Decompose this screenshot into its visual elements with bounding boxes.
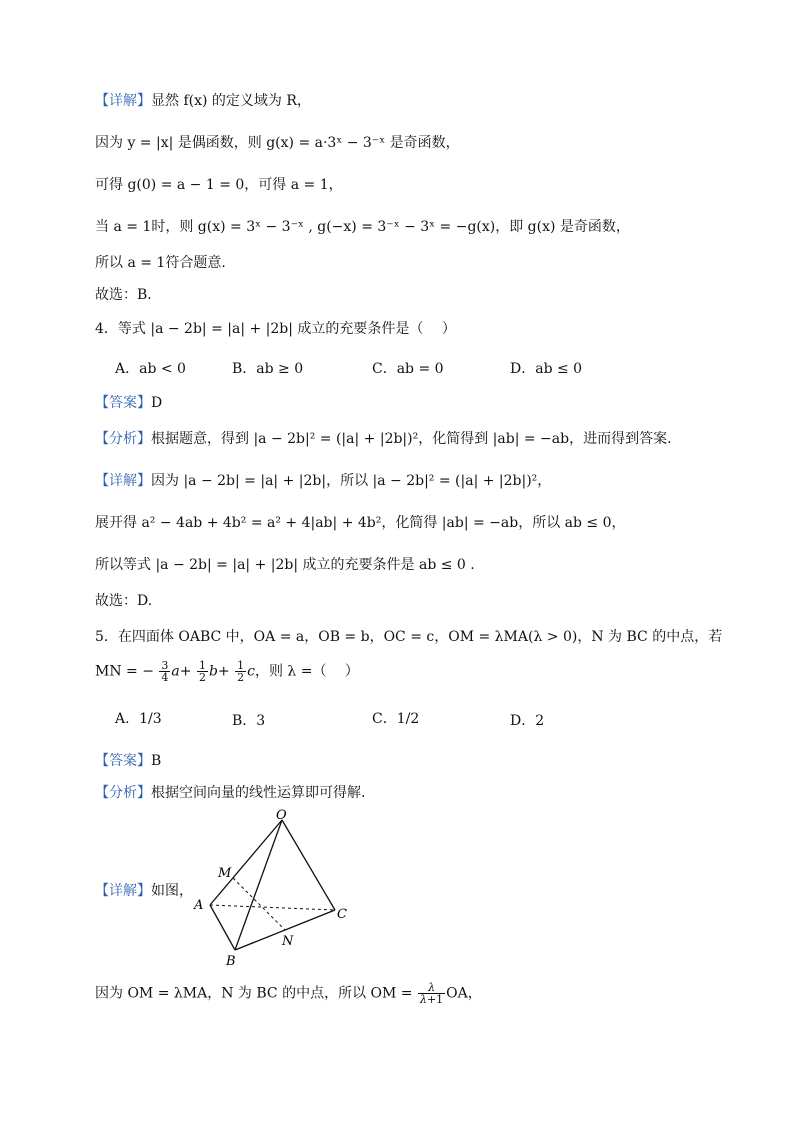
- label-C: C: [337, 907, 347, 922]
- q5-option-a: A．1/3: [115, 711, 162, 727]
- q4-option-a: A．ab < 0: [115, 361, 186, 377]
- fraction-1-2: $\frac{1}{2}$: [237, 659, 245, 684]
- label-M: M: [218, 866, 232, 881]
- answer-tag: 【答案】: [95, 395, 151, 411]
- q4-option-b: B．ab ≥ 0: [232, 361, 304, 377]
- q5-stem2-post: ，则 λ =（ ）: [254, 663, 359, 680]
- text-line: 可得 g(0) = a − 1 = 0，可得 a = 1，: [95, 177, 343, 193]
- detail-tag: 【详解】: [95, 93, 151, 109]
- q5-final-text: 因为 OM = λMA，N 为 BC 的中点，所以 OM =: [95, 985, 413, 1002]
- q4-answer: [95, 392, 162, 412]
- fraction-1-2: $\frac{1}{2}$: [198, 659, 206, 684]
- detail-tag: 【详解】: [95, 883, 151, 899]
- detail-text: 如图，: [151, 883, 193, 899]
- q4-option-d: D．ab ≤ 0: [510, 361, 583, 377]
- text-line: 当 a = 1时，则 g(x) = 3ˣ − 3⁻ˣ , g(−x) = 3⁻ˣ − 3ˣ = −g(x)，即 g(x) 是奇函数，: [95, 219, 630, 235]
- detail-line-1: [95, 90, 311, 110]
- answer-value: B: [151, 753, 162, 769]
- label-O: O: [276, 808, 287, 823]
- answer-tag: 【答案】: [95, 753, 151, 769]
- q5-final-line: [95, 982, 482, 1005]
- detail-tag: 【详解】: [95, 473, 151, 489]
- label-B: B: [226, 954, 236, 969]
- edge-OB: [235, 820, 282, 950]
- q5-option-b: B．3: [232, 713, 266, 729]
- edge-OA: [210, 820, 282, 905]
- fraction-3-4: $\frac{3}{4}$: [161, 659, 169, 684]
- analysis-text: 根据题意，得到 |a − 2b|² = (|a| + |2b|)²，化简得到 |ab| = −ab，进而得到答案.: [151, 431, 672, 447]
- q4-detail-3: 所以等式 |a − 2b| = |a| + |2b| 成立的充要条件是 ab ≤ 0 .: [95, 557, 475, 573]
- analysis-tag: 【分析】: [95, 431, 151, 447]
- q5-detail: [95, 880, 193, 900]
- analysis-text: 根据空间向量的线性运算即可得解.: [151, 785, 366, 801]
- detail-text: 显然 f(x) 的定义域为 R，: [151, 93, 311, 109]
- text-line: 所以 a = 1符合题意.: [95, 255, 226, 271]
- label-A: A: [194, 898, 204, 913]
- edge-AC-hidden: [210, 905, 335, 910]
- q4-detail-2: 展开得 a² − 4ab + 4b² = a² + 4|ab| + 4b²，化简得 |ab| = −ab，所以 ab ≤ 0，: [95, 515, 626, 531]
- q4-stem: 4．等式 |a − 2b| = |a| + |2b| 成立的充要条件是（ ）: [95, 321, 456, 337]
- q5-final-tail: OA，: [446, 985, 482, 1002]
- edge-OC: [282, 820, 335, 910]
- choice-line: 故选：B.: [95, 287, 152, 303]
- q4-option-c: C．ab = 0: [372, 361, 444, 377]
- q4-analysis: [95, 428, 672, 448]
- q5-analysis: [95, 782, 365, 802]
- answer-value: D: [151, 395, 163, 411]
- q5-stem2-pre: MN = −: [95, 663, 154, 680]
- analysis-tag: 【分析】: [95, 785, 151, 801]
- q5-option-d: D．2: [510, 713, 545, 729]
- fraction-lambda: $\frac{\lambda}{\lambda+1}$: [419, 981, 444, 1006]
- q5-option-c: C．1/2: [372, 711, 420, 727]
- text-line: 因为 y = |x| 是偶函数，则 g(x) = a·3ˣ − 3⁻ˣ 是奇函数，: [95, 135, 460, 151]
- label-N: N: [282, 934, 294, 949]
- q5-answer: [95, 750, 161, 770]
- detail-text: 因为 |a − 2b| = |a| + |2b|，所以 |a − 2b|² = (|a| + |2b|)²，: [151, 473, 552, 489]
- edge-AB: [210, 905, 235, 950]
- q4-detail-1: [95, 470, 551, 490]
- segment-MN: [233, 878, 285, 930]
- tetrahedron-figure: [190, 805, 370, 970]
- q5-stem-1: 5．在四面体 OABC 中，OA = a，OB = b，OC = c，OM = λMA(λ > 0)，N 为 BC 的中点，若: [95, 629, 723, 645]
- q5-stem-2: MN = − $\frac{3}{4}$ a+ $\frac{1}{2}$ b+ $\frac{1}{2}$ c，则 λ =（ ）: [95, 659, 359, 684]
- q4-choice: 故选：D.: [95, 593, 153, 609]
